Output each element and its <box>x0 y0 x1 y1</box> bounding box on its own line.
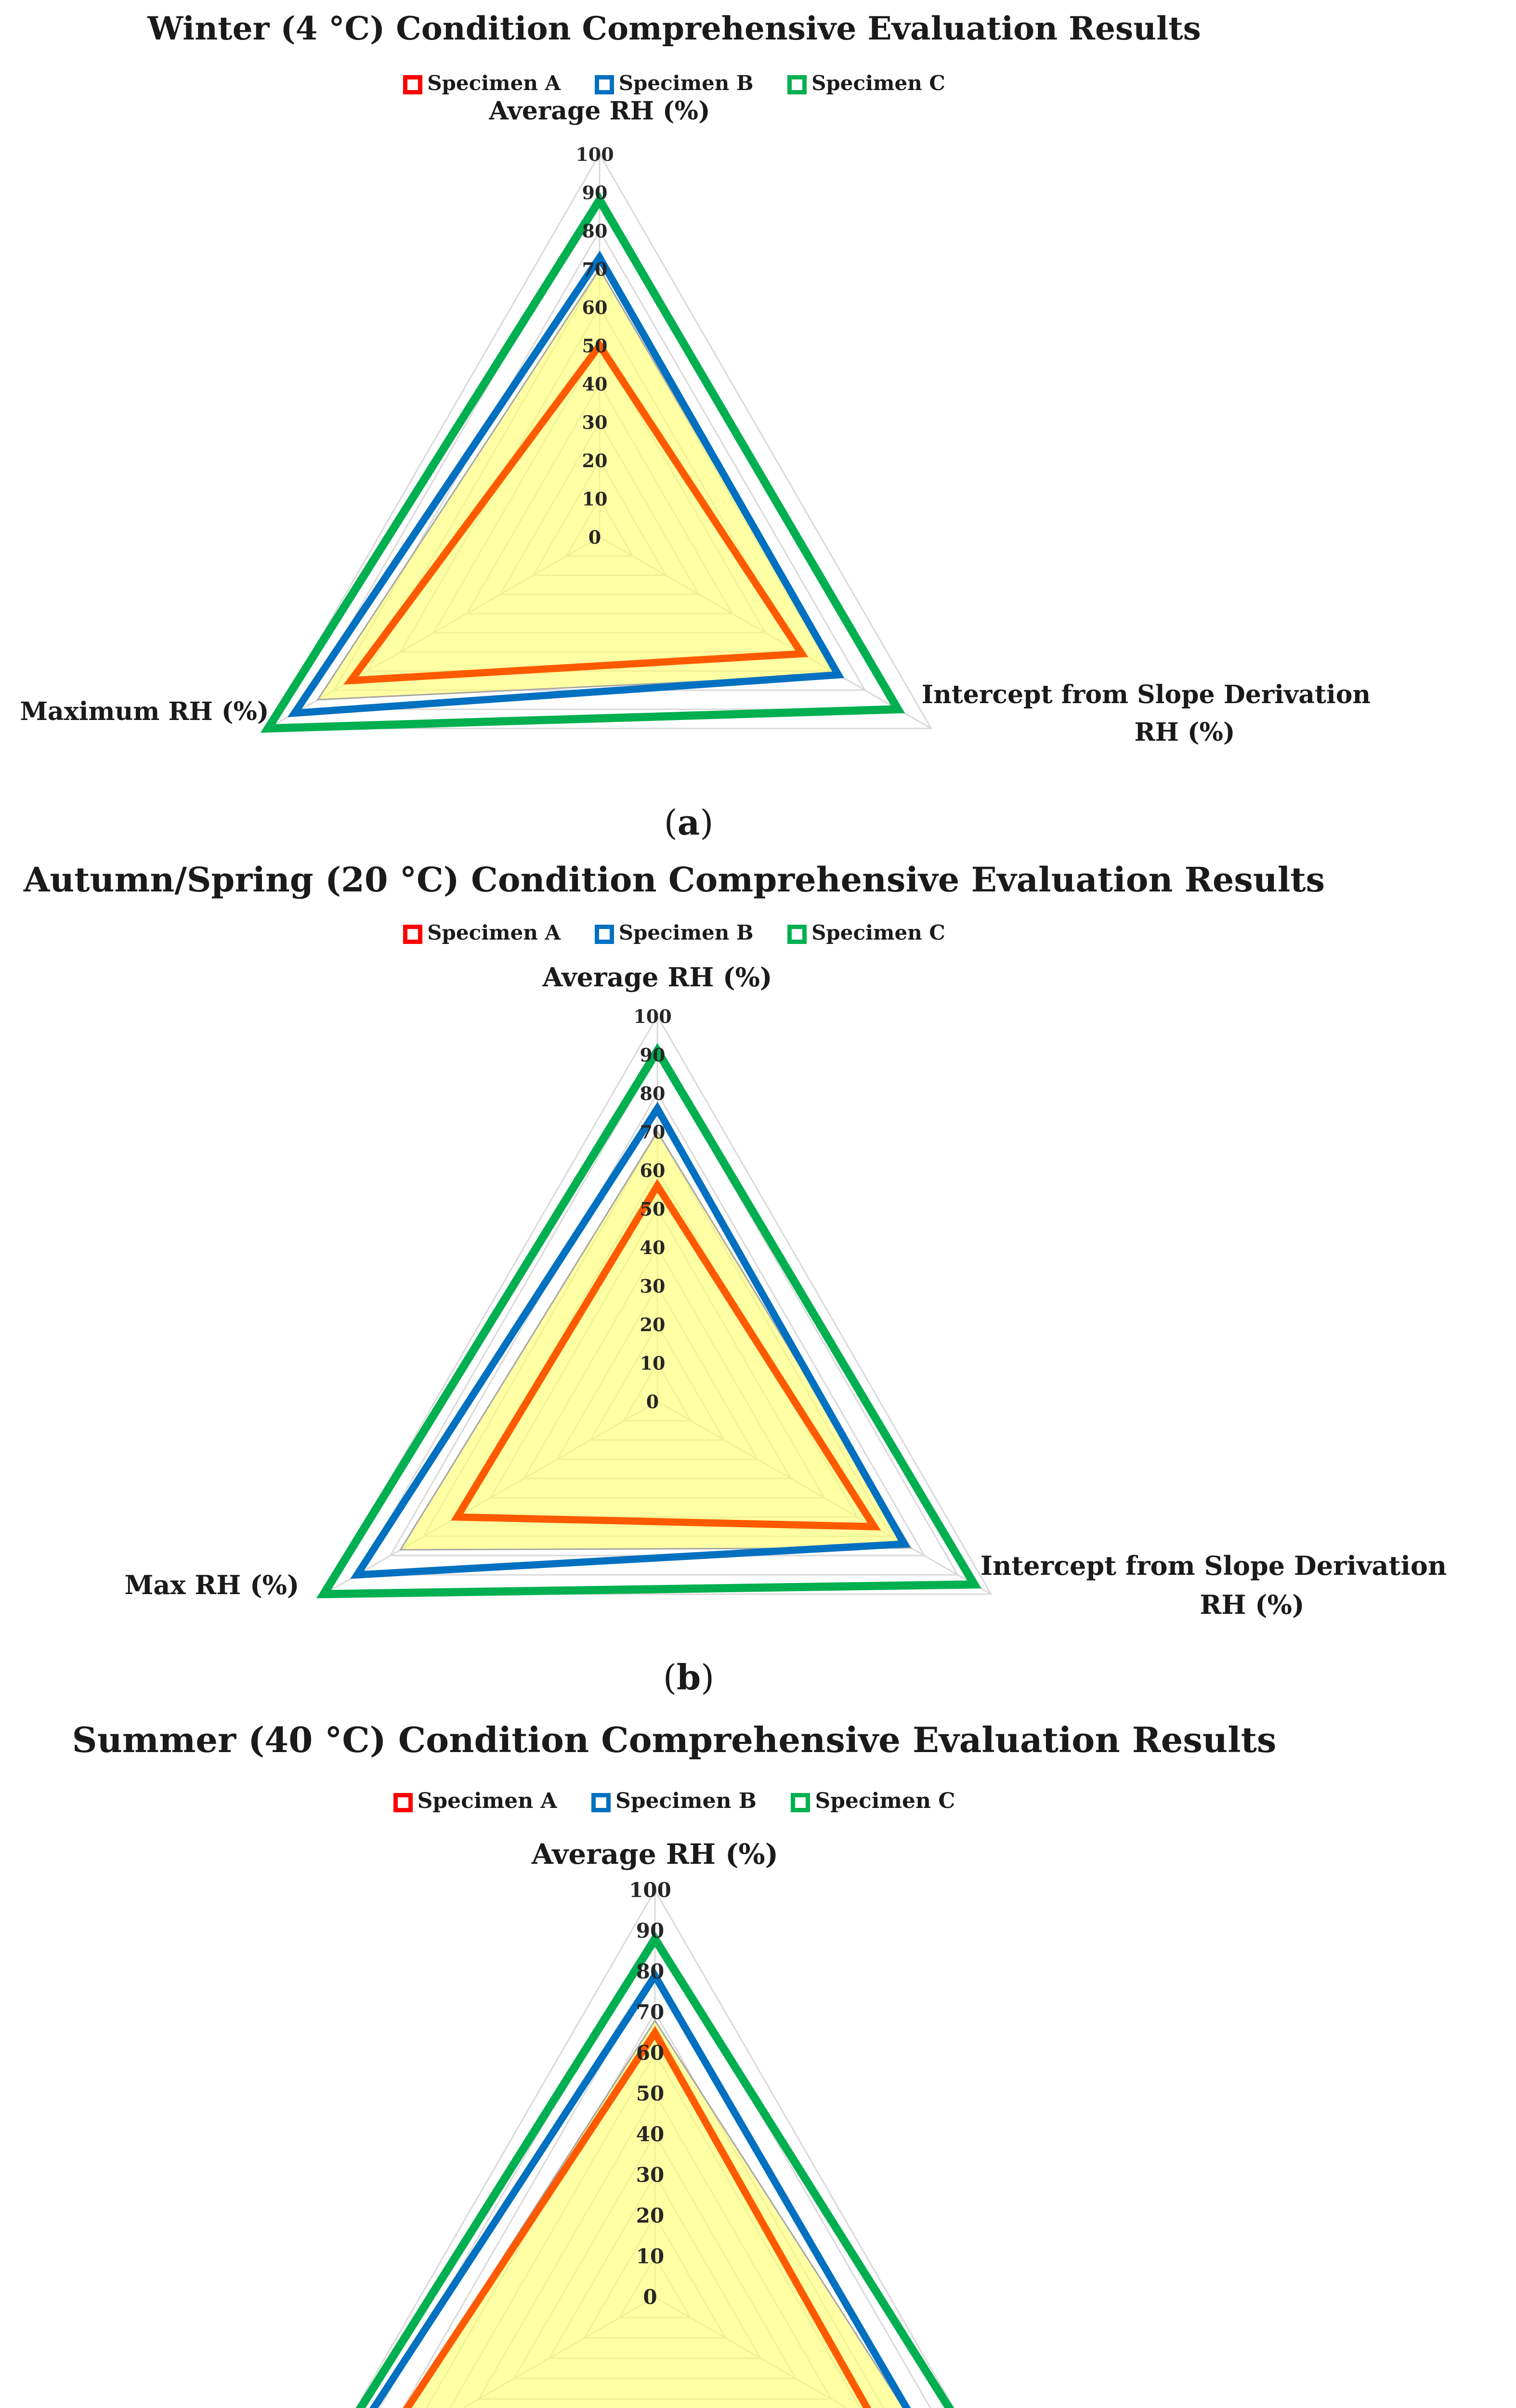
tick-label: 60 <box>582 297 608 318</box>
tick-label: 30 <box>582 411 608 433</box>
legend-label: Specimen B <box>618 71 754 95</box>
radar-chart <box>0 0 1516 819</box>
tick-label: 50 <box>640 1198 666 1220</box>
tick-label: 70 <box>636 2000 665 2024</box>
axis-label: Maximum RH (%) <box>20 697 269 726</box>
tick-label: 40 <box>582 373 608 395</box>
axis-label: Intercept from Slope Derivation RH (%) <box>921 680 1371 747</box>
tick-label: 30 <box>640 1275 666 1297</box>
figure-caption: (a) <box>664 802 714 843</box>
tick-label: 0 <box>643 2285 657 2309</box>
tick-label: 60 <box>636 2041 665 2065</box>
tick-label: 30 <box>636 2163 665 2187</box>
tick-label: 100 <box>629 1878 671 1902</box>
caption-letter: a <box>677 802 700 843</box>
radar-chart <box>0 857 1516 1676</box>
tick-label: 50 <box>636 2081 665 2106</box>
filled-area <box>318 269 838 700</box>
figure-caption: (b) <box>663 1657 715 1698</box>
tick-label: 80 <box>640 1083 666 1104</box>
axis-label: Intercept from Slope Derivation RH (%) <box>980 1550 1447 1620</box>
chart-title: Winter (4 °C) Condition Comprehensive Evaluation Results <box>147 10 1201 47</box>
tick-label: 0 <box>588 526 601 548</box>
tick-label: 40 <box>636 2122 665 2146</box>
chart-title: Autumn/Spring (20 °C) Condition Comprehensive Evaluation Results <box>23 860 1325 900</box>
axis-label: Average RH (%) <box>542 962 772 993</box>
tick-label: 0 <box>646 1391 659 1413</box>
legend-label: Specimen A <box>417 1789 557 1813</box>
chart-title: Summer (40 °C) Condition Comprehensive Evaluation Results <box>72 1719 1277 1760</box>
legend-label: Specimen B <box>618 921 754 944</box>
tick-label: 90 <box>636 1919 665 1943</box>
tick-label: 80 <box>636 1960 665 1983</box>
legend-label: Specimen B <box>615 1789 757 1813</box>
radar-chart <box>0 1753 1516 2408</box>
legend-label: Specimen C <box>811 71 945 95</box>
tick-label: 20 <box>636 2204 665 2227</box>
tick-label: 100 <box>575 144 614 165</box>
tick-label: 100 <box>633 1006 672 1027</box>
legend-label: Specimen C <box>811 921 945 944</box>
axis-label: Max RH (%) <box>124 1570 300 1600</box>
tick-label: 90 <box>582 182 608 204</box>
legend-label: Specimen C <box>815 1789 955 1813</box>
tick-label: 80 <box>582 220 608 242</box>
axis-label: Average RH (%) <box>489 96 710 126</box>
legend-label: Specimen A <box>427 71 561 95</box>
tick-label: 10 <box>640 1352 666 1374</box>
tick-label: 10 <box>636 2244 665 2268</box>
tick-label: 10 <box>582 488 608 510</box>
legend-label: Specimen A <box>427 921 561 944</box>
tick-label: 60 <box>640 1160 666 1181</box>
caption-letter: b <box>676 1657 701 1698</box>
tick-label: 70 <box>582 258 608 280</box>
tick-label: 90 <box>640 1044 666 1066</box>
tick-label: 50 <box>582 335 608 357</box>
tick-label: 40 <box>640 1237 666 1258</box>
axis-label: Average RH (%) <box>531 1838 779 1871</box>
tick-label: 20 <box>640 1314 666 1335</box>
tick-label: 70 <box>640 1121 666 1143</box>
tick-label: 20 <box>582 450 608 471</box>
